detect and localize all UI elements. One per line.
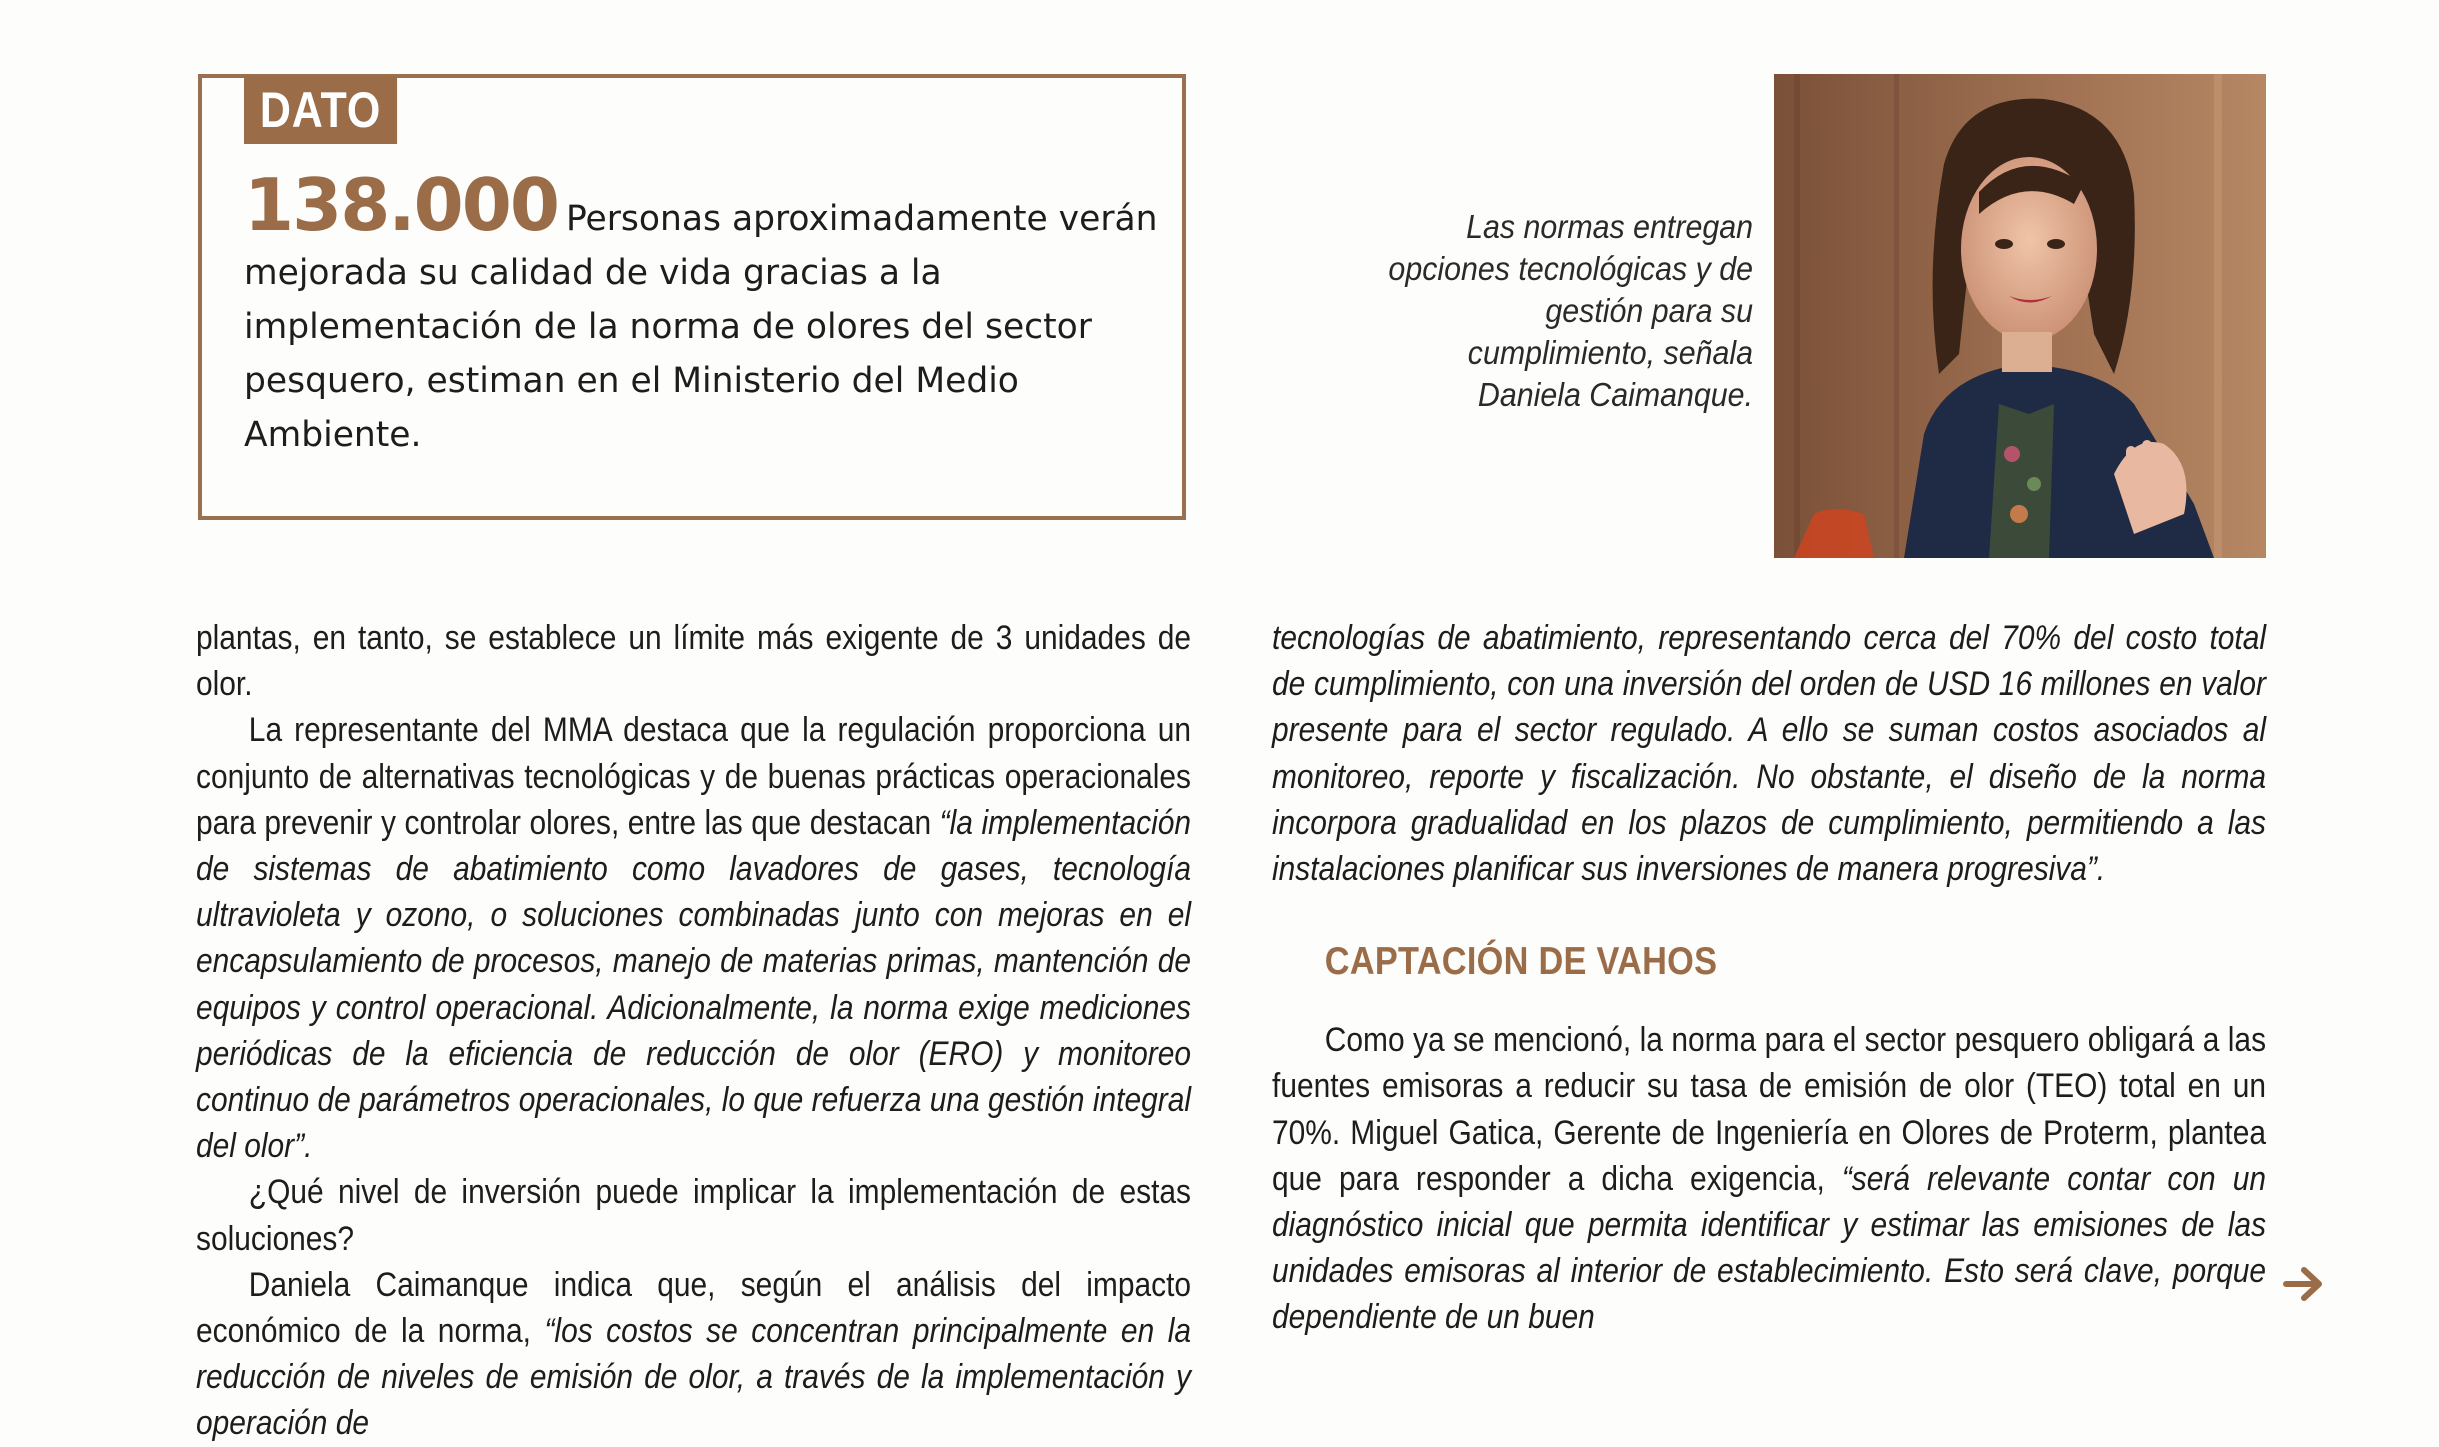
left-paragraph-2 bbox=[196, 707, 1191, 1169]
left-paragraph-4-quote: “los costos se concentran principalmente en la reducción de niveles de emisión de olor, a través de la implementación y operación de bbox=[196, 1312, 1192, 1443]
fact-box-label: DATO bbox=[244, 76, 397, 144]
left-column bbox=[196, 615, 1191, 1447]
portrait-photo bbox=[1774, 74, 2266, 558]
right-paragraph-1 bbox=[1272, 615, 2266, 892]
right-paragraph-1-quote: tecnologías de abatimiento, representando cerca del 70% del costo total de cumplimiento, con una inversión del orden de USD 16 millones en valor presente para el sector regulado. A ello se suman costos asociados al monitoreo, reporte y fiscalización. No obstante, el diseño de la norma incorpora gradualidad en los plazos de cumplimiento, permitiendo a las instalaciones planificar sus inversiones de manera progresiva”. bbox=[1272, 619, 2267, 889]
left-paragraph-3: ¿Qué nivel de inversión puede implicar la implementación de estas soluciones? bbox=[196, 1173, 1192, 1258]
fact-box-text bbox=[244, 163, 1164, 462]
right-column bbox=[1272, 615, 2266, 1341]
left-paragraph-4-text: Daniela Caimanque indica que, según el análisis del impacto económico de la norma, bbox=[196, 1265, 1192, 1351]
arrow-right-icon[interactable] bbox=[2282, 1262, 2326, 1306]
right-paragraph-2-quote: “será relevante contar con un diagnóstico inicial que permita identificar y estimar las emisiones de las unidades emisoras al interior de establecimiento. Esto será clave, porque dependiente de un buen bbox=[1272, 1159, 2267, 1337]
right-paragraph-2 bbox=[1272, 1017, 2266, 1340]
fact-box-description: Personas aproximadamente verán mejorada su calidad de vida gracias a la implementación de la norma de olores del sector pesquero, estiman en el Ministerio del Medio Ambiente. bbox=[244, 199, 1158, 455]
left-paragraph-2-quote: “la implementación de sistemas de abatimiento como lavadores de gases, tecnología ultravioleta y ozono, o soluciones combinadas junto con mejoras en el encapsulamiento de procesos, manejo de materias primas, mantención de equipos y control operacional. Adicionalmente, la norma exige mediciones periódicas de la eficiencia de reducción de olor (ERO) y monitoreo continuo de parámetros operacionales, lo que refuerza una gestión integral del olor”. bbox=[196, 803, 1192, 1166]
left-paragraph-2-text: La representante del MMA destaca que la regulación proporciona un conjunto de alternativas tecnológicas y de buenas prácticas operacionales para prevenir y controlar olores, entre las que destacan bbox=[196, 711, 1192, 842]
right-paragraph-2-text: Como ya se mencionó, la norma para el sector pesquero obligará a las fuentes emisoras a reducir su tasa de emisión de olor (TEO) total en un 70%. Miguel Gatica, Gerente de Ingeniería en Olores de Proterm, plantea que para responder a dicha exigencia, bbox=[1272, 1021, 2267, 1198]
left-paragraph-4 bbox=[196, 1262, 1191, 1447]
photo-caption: Las normas entregan opciones tecnológicas y de gestión para su cumplimiento, señala Daniela Caimanque. bbox=[1388, 208, 1753, 413]
fact-box-number: 138.000 bbox=[244, 163, 558, 247]
section-heading: CAPTACIÓN DE VAHOS bbox=[1324, 940, 1718, 984]
left-paragraph-1: plantas, en tanto, se establece un límite más exigente de 3 unidades de olor. bbox=[196, 619, 1192, 704]
